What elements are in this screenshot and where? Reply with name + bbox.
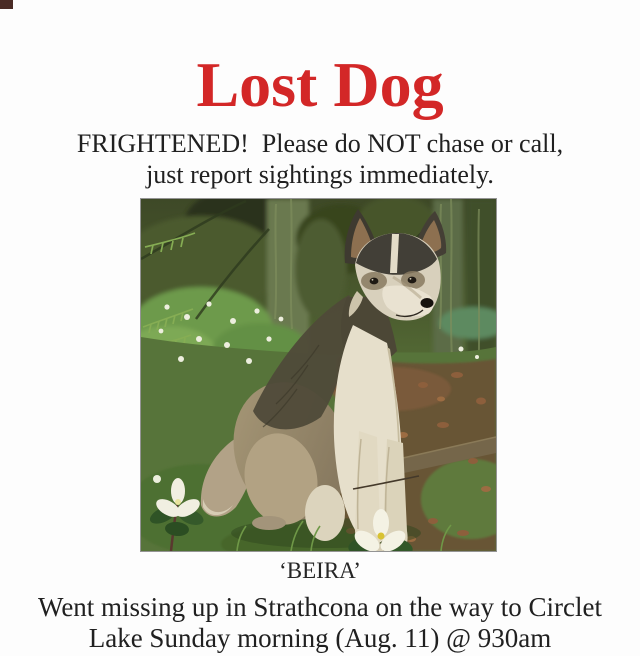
- dog-photo-illustration: [141, 199, 496, 551]
- scan-corner-artifact: [0, 0, 13, 9]
- details-line-1: Went missing up in Strathcona on the way to Circlet: [38, 592, 602, 622]
- dog-nose: [421, 298, 434, 308]
- poster-title: Lost Dog: [196, 49, 444, 120]
- dog-hind-paw: [252, 516, 286, 530]
- details-text: [0, 592, 640, 654]
- warning-text: [0, 128, 640, 190]
- dog-photo: [140, 198, 497, 552]
- dog-eye-left: [370, 278, 379, 285]
- warning-line-2: just report sightings immediately.: [146, 160, 494, 189]
- details-line-2: Lake Sunday morning (Aug. 11) @ 930am: [88, 623, 552, 653]
- dog-name-caption: ‘BEIRA’: [279, 558, 361, 583]
- dog-eye-right: [408, 277, 417, 284]
- warning-line-1: FRIGHTENED! Please do NOT chase or call,: [76, 129, 564, 158]
